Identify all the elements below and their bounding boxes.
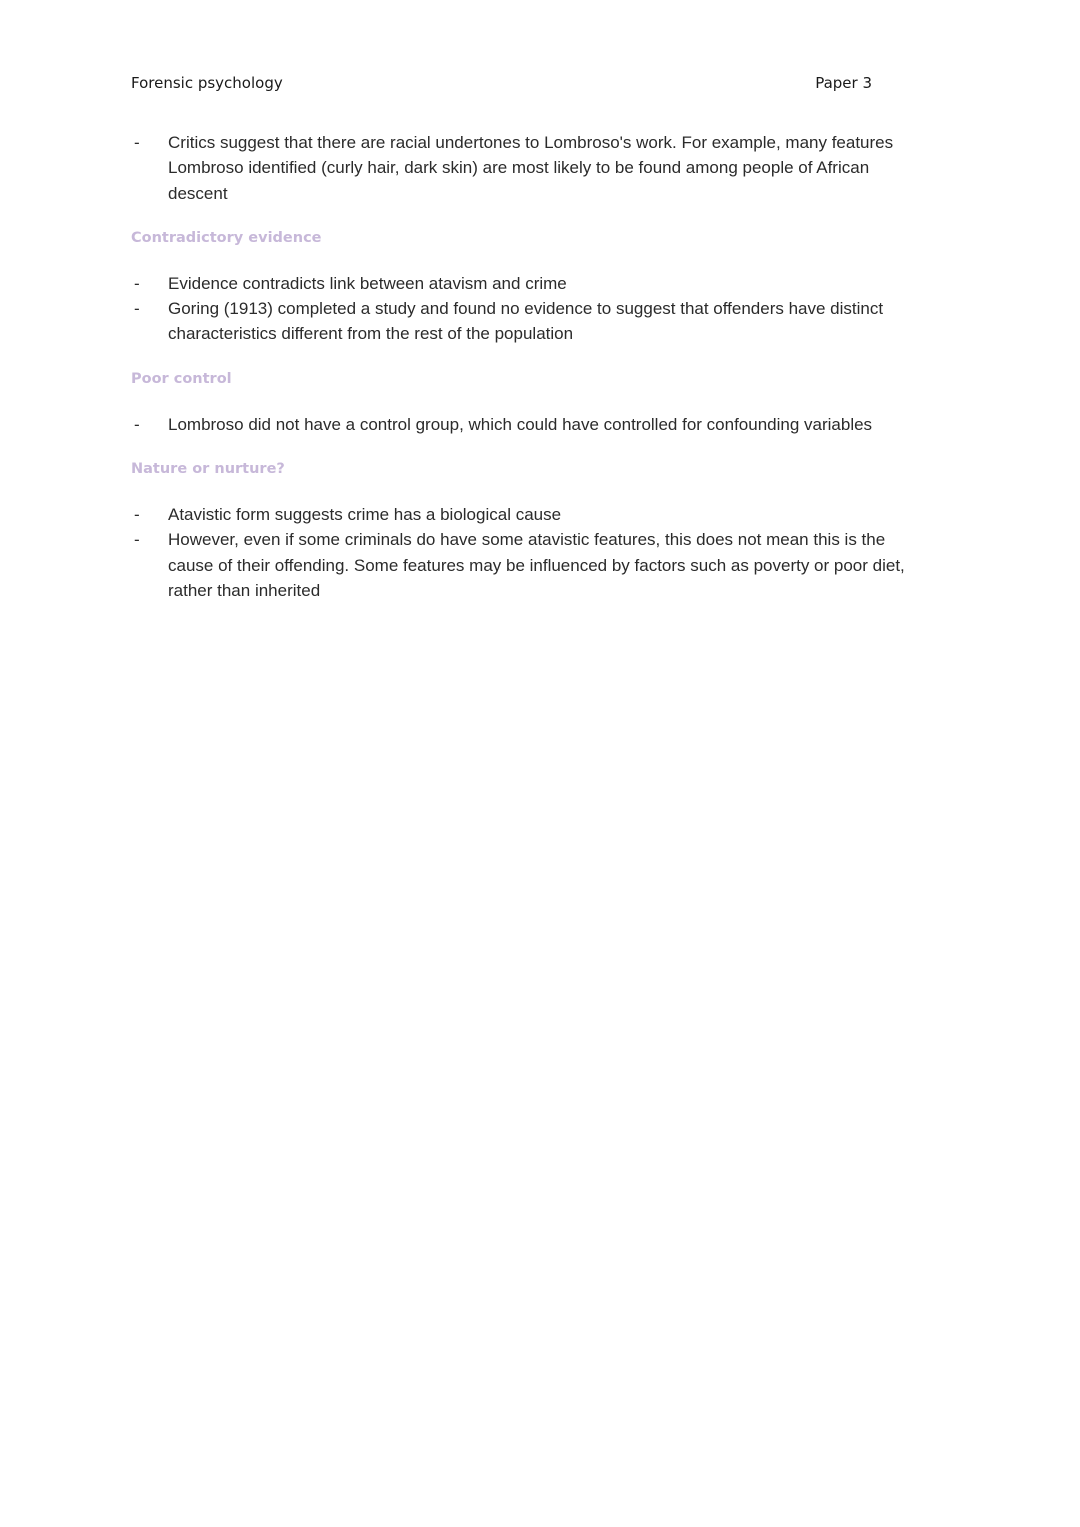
list-item bbox=[131, 296, 931, 347]
intro-list bbox=[131, 130, 931, 206]
list-item-text: Evidence contradicts link between atavism and crime bbox=[168, 273, 567, 293]
bullet-dash: - bbox=[134, 133, 140, 152]
list-item-text: However, even if some criminals do have some atavistic features, this does not mean this is the cause of their offending. Some features may be influenced by factors such as poverty or poor diet, rather than inherited bbox=[168, 530, 905, 600]
section-heading-poor-control: Poor control bbox=[131, 370, 232, 387]
bullet-dash: - bbox=[134, 273, 140, 293]
section-heading-nature-or-nurture: Nature or nurture? bbox=[131, 461, 285, 478]
section-heading-contradictory-evidence: Contradictory evidence bbox=[131, 229, 322, 246]
bullet-dash: - bbox=[134, 505, 140, 525]
bullet-dash: - bbox=[134, 299, 140, 319]
page-header bbox=[131, 74, 872, 98]
list-item-text: Critics suggest that there are racial undertones to Lombroso's work. For example, many features Lombroso identified (curly hair, dark skin) are most likely to be found among people of African descent bbox=[168, 133, 894, 203]
list-item bbox=[131, 502, 931, 527]
list-item-text: Atavistic form suggests crime has a biological cause bbox=[168, 505, 562, 525]
list-item bbox=[131, 271, 931, 296]
list-item bbox=[131, 412, 931, 437]
list-item bbox=[131, 527, 931, 603]
bullet-dash: - bbox=[134, 414, 140, 434]
list-item-text: Goring (1913) completed a study and found no evidence to suggest that offenders have distinct characteristics different from the rest of the population bbox=[168, 299, 884, 344]
header-subject: Forensic psychology bbox=[131, 74, 283, 92]
bullet-dash: - bbox=[134, 530, 140, 550]
list-item-text: Lombroso did not have a control group, which could have controlled for confounding variables bbox=[168, 414, 873, 434]
nature-or-nurture-list bbox=[131, 502, 931, 603]
header-paper: Paper 3 bbox=[815, 74, 872, 92]
contradictory-evidence-list bbox=[131, 271, 931, 347]
document-body bbox=[131, 130, 931, 603]
list-item bbox=[131, 130, 931, 206]
poor-control-list bbox=[131, 412, 931, 437]
